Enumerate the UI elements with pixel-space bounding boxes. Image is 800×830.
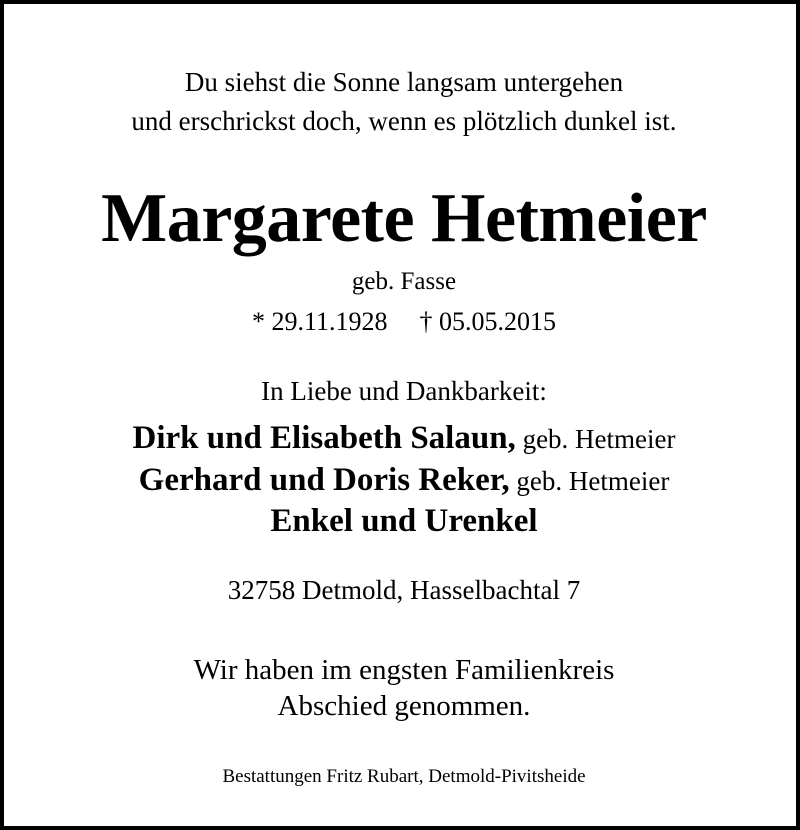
farewell-line-2: Abschied genommen. [277, 690, 531, 722]
mourners-intro: In Liebe und Dankbarkeit: [261, 376, 547, 406]
mourner-family-2-name: Gerhard und Doris Reker, [138, 462, 510, 498]
mourner-family-1-name: Dirk und Elisabeth Salaun, [132, 420, 516, 456]
life-dates [4, 309, 800, 335]
death-date: † 05.05.2015 [419, 307, 557, 336]
mourner-family-1 [4, 422, 800, 455]
farewell-line-1: Wir haben im engsten Familienkreis [193, 654, 615, 686]
mourner-family-2-note: geb. Hetmeier [516, 466, 670, 496]
birth-date: * 29.11.1928 [251, 307, 388, 336]
mourner-family-1-note: geb. Hetmeier [522, 424, 676, 454]
family-address: 32758 Detmold, Hasselbachtal 7 [227, 575, 581, 605]
mourner-family-3: Enkel und Urenkel [270, 503, 538, 539]
undertaker-credit: Bestattungen Fritz Rubart, Detmold-Pivitsheide [222, 766, 586, 787]
poem-line-2: und erschrickst doch, wenn es plötzlich dunkel ist. [131, 106, 677, 136]
poem-line-1: Du siehst die Sonne langsam untergehen [184, 67, 624, 97]
deceased-name: Margarete Hetmeier [101, 180, 707, 257]
mourner-family-2 [4, 464, 800, 497]
maiden-name: geb. Fasse [351, 268, 457, 295]
